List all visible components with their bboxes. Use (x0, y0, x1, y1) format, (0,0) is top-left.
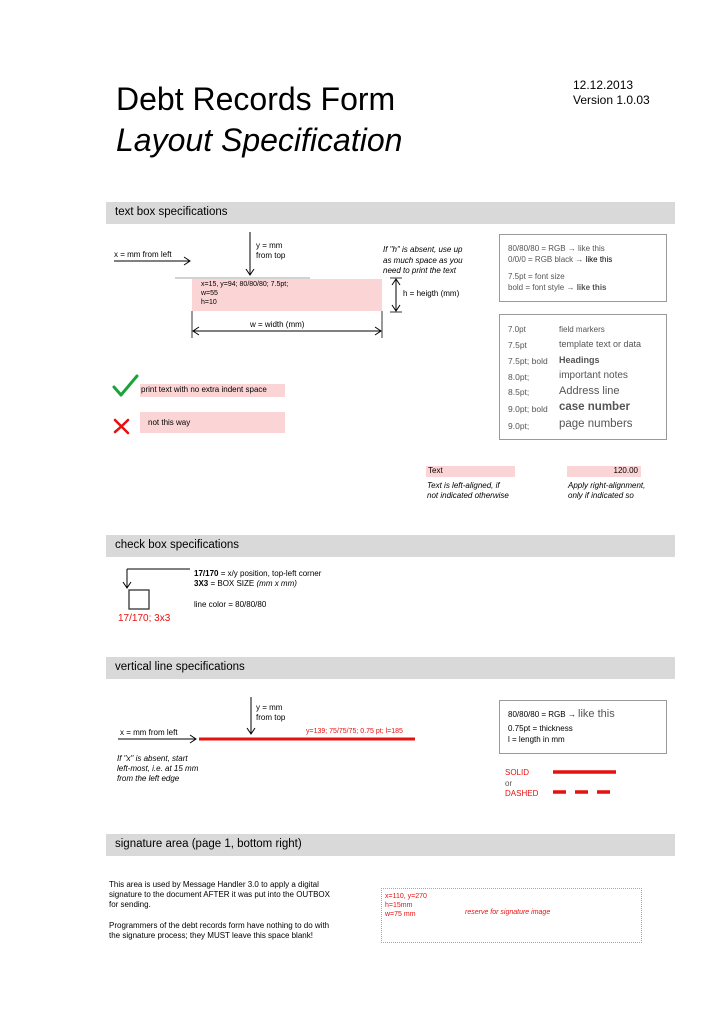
page-title: Debt Records Form (116, 81, 396, 117)
size-sample: Headings (559, 355, 600, 365)
vline-note-3: from the left edge (117, 774, 180, 783)
page-subtitle: Layout Specification (116, 122, 403, 158)
vline-x-label: x = mm from left (120, 728, 178, 737)
size-row: 7.0pt (508, 325, 526, 334)
sample-line-1: x=15, y=94; 80/80/80; 7.5pt; (201, 281, 289, 288)
size-row: 9.0pt; (508, 421, 530, 431)
signature-p1-1: This area is used by Message Handler 3.0 to apply a digital (109, 880, 319, 889)
w-label: w = width (mm) (250, 320, 305, 329)
right-align-note-1: Apply right-alignment, (568, 481, 646, 490)
size-sample: case number (559, 401, 630, 413)
checkbox-line-3: line color = 80/80/80 (194, 600, 267, 609)
doc-version: Version 1.0.03 (573, 93, 650, 107)
legend-line-2: 0/0/0 = RGB black → like this (508, 255, 613, 264)
size-sample: page numbers (559, 418, 633, 430)
left-align-note-1: Text is left-aligned, if (427, 481, 500, 490)
size-row: 7.5pt; bold (508, 356, 548, 366)
size-sample: Address line (559, 385, 620, 397)
signature-p2-2: the signature process; they MUST leave this space blank! (109, 931, 313, 940)
size-sample: template text or data (559, 339, 642, 349)
section-title: check box specifications (115, 539, 240, 551)
bad-example-text: not this way (148, 418, 191, 427)
right-align-note-2: only if indicated so (568, 491, 634, 500)
or-label: or (505, 779, 513, 788)
x-label: x = mm from left (114, 250, 172, 259)
size-row: 8.0pt; (508, 372, 530, 382)
good-example-text: print text with no extra indent space (141, 385, 267, 394)
size-sample: important notes (559, 370, 628, 381)
vline-y-label-1: y = mm (256, 703, 283, 712)
right-align-value: 120.00 (613, 466, 638, 475)
signature-box-note: reserve for signature image (465, 909, 551, 916)
size-sample: field markers (559, 325, 605, 334)
size-row: 8.5pt; (508, 387, 530, 397)
y-label-2: from top (256, 251, 286, 260)
signature-box-1: x=110, y=270 (385, 893, 427, 900)
vline-legend-line-2: 0.75pt = thickness (508, 724, 573, 733)
checkbox-line-1: 17/170 = x/y position, top-left corner (194, 569, 322, 578)
vline-legend-line-3: l = length in mm (508, 735, 565, 744)
section-title: vertical line specifications (115, 661, 245, 673)
legend-line-4: bold = font style → like this (508, 283, 607, 292)
sample-line-2: w=55 (201, 290, 218, 297)
vline-sample: y=139; 75/75/75; 0.75 pt; l=185 (306, 728, 403, 735)
checkbox-example: 17/170; 3x3 (118, 613, 171, 624)
signature-p1-3: for sending. (109, 900, 151, 909)
vline-legend-box (499, 700, 667, 754)
section-title: signature area (page 1, bottom right) (115, 838, 302, 850)
dashed-label: DASHED (505, 789, 539, 798)
vline-y-label-2: from top (256, 713, 286, 722)
vline-note-2: left-most, i.e. at 15 mm (117, 764, 199, 773)
signature-box-2: h=15mm (385, 902, 413, 909)
solid-label: SOLID (505, 768, 530, 777)
section-title: text box specifications (115, 206, 228, 218)
h-note-2: as much space as you (383, 256, 463, 265)
signature-p2-1: Programmers of the debt records form have nothing to do with (109, 921, 330, 930)
checkbox-line-2: 3X3 = BOX SIZE (mm x mm) (194, 579, 297, 588)
vline-legend-line-1: 80/80/80 = RGB → like this (508, 708, 615, 720)
h-label: h = heigth (mm) (403, 289, 460, 298)
section-signature (106, 834, 675, 856)
size-row: 7.5pt (508, 340, 527, 350)
vline-note-1: If "x" is absent, start (117, 754, 188, 763)
signature-p1-2: signature to the document AFTER it was put into the OUTBOX (109, 890, 330, 899)
legend-line-3: 7.5pt = font size (508, 272, 565, 281)
left-align-value: Text (428, 466, 443, 475)
signature-box-3: w=75 mm (385, 911, 416, 918)
size-row: 9.0pt; bold (508, 404, 548, 414)
h-note-3: need to print the text (383, 266, 456, 275)
signature-reserved-area (381, 888, 642, 943)
doc-date: 12.12.2013 (573, 78, 634, 92)
sample-line-3: h=10 (201, 299, 217, 306)
y-label-1: y = mm (256, 241, 283, 250)
left-align-note-2: not indicated otherwise (427, 491, 509, 500)
h-note-1: If "h" is absent, use up (383, 245, 463, 254)
legend-line-1: 80/80/80 = RGB → like this (508, 244, 605, 253)
